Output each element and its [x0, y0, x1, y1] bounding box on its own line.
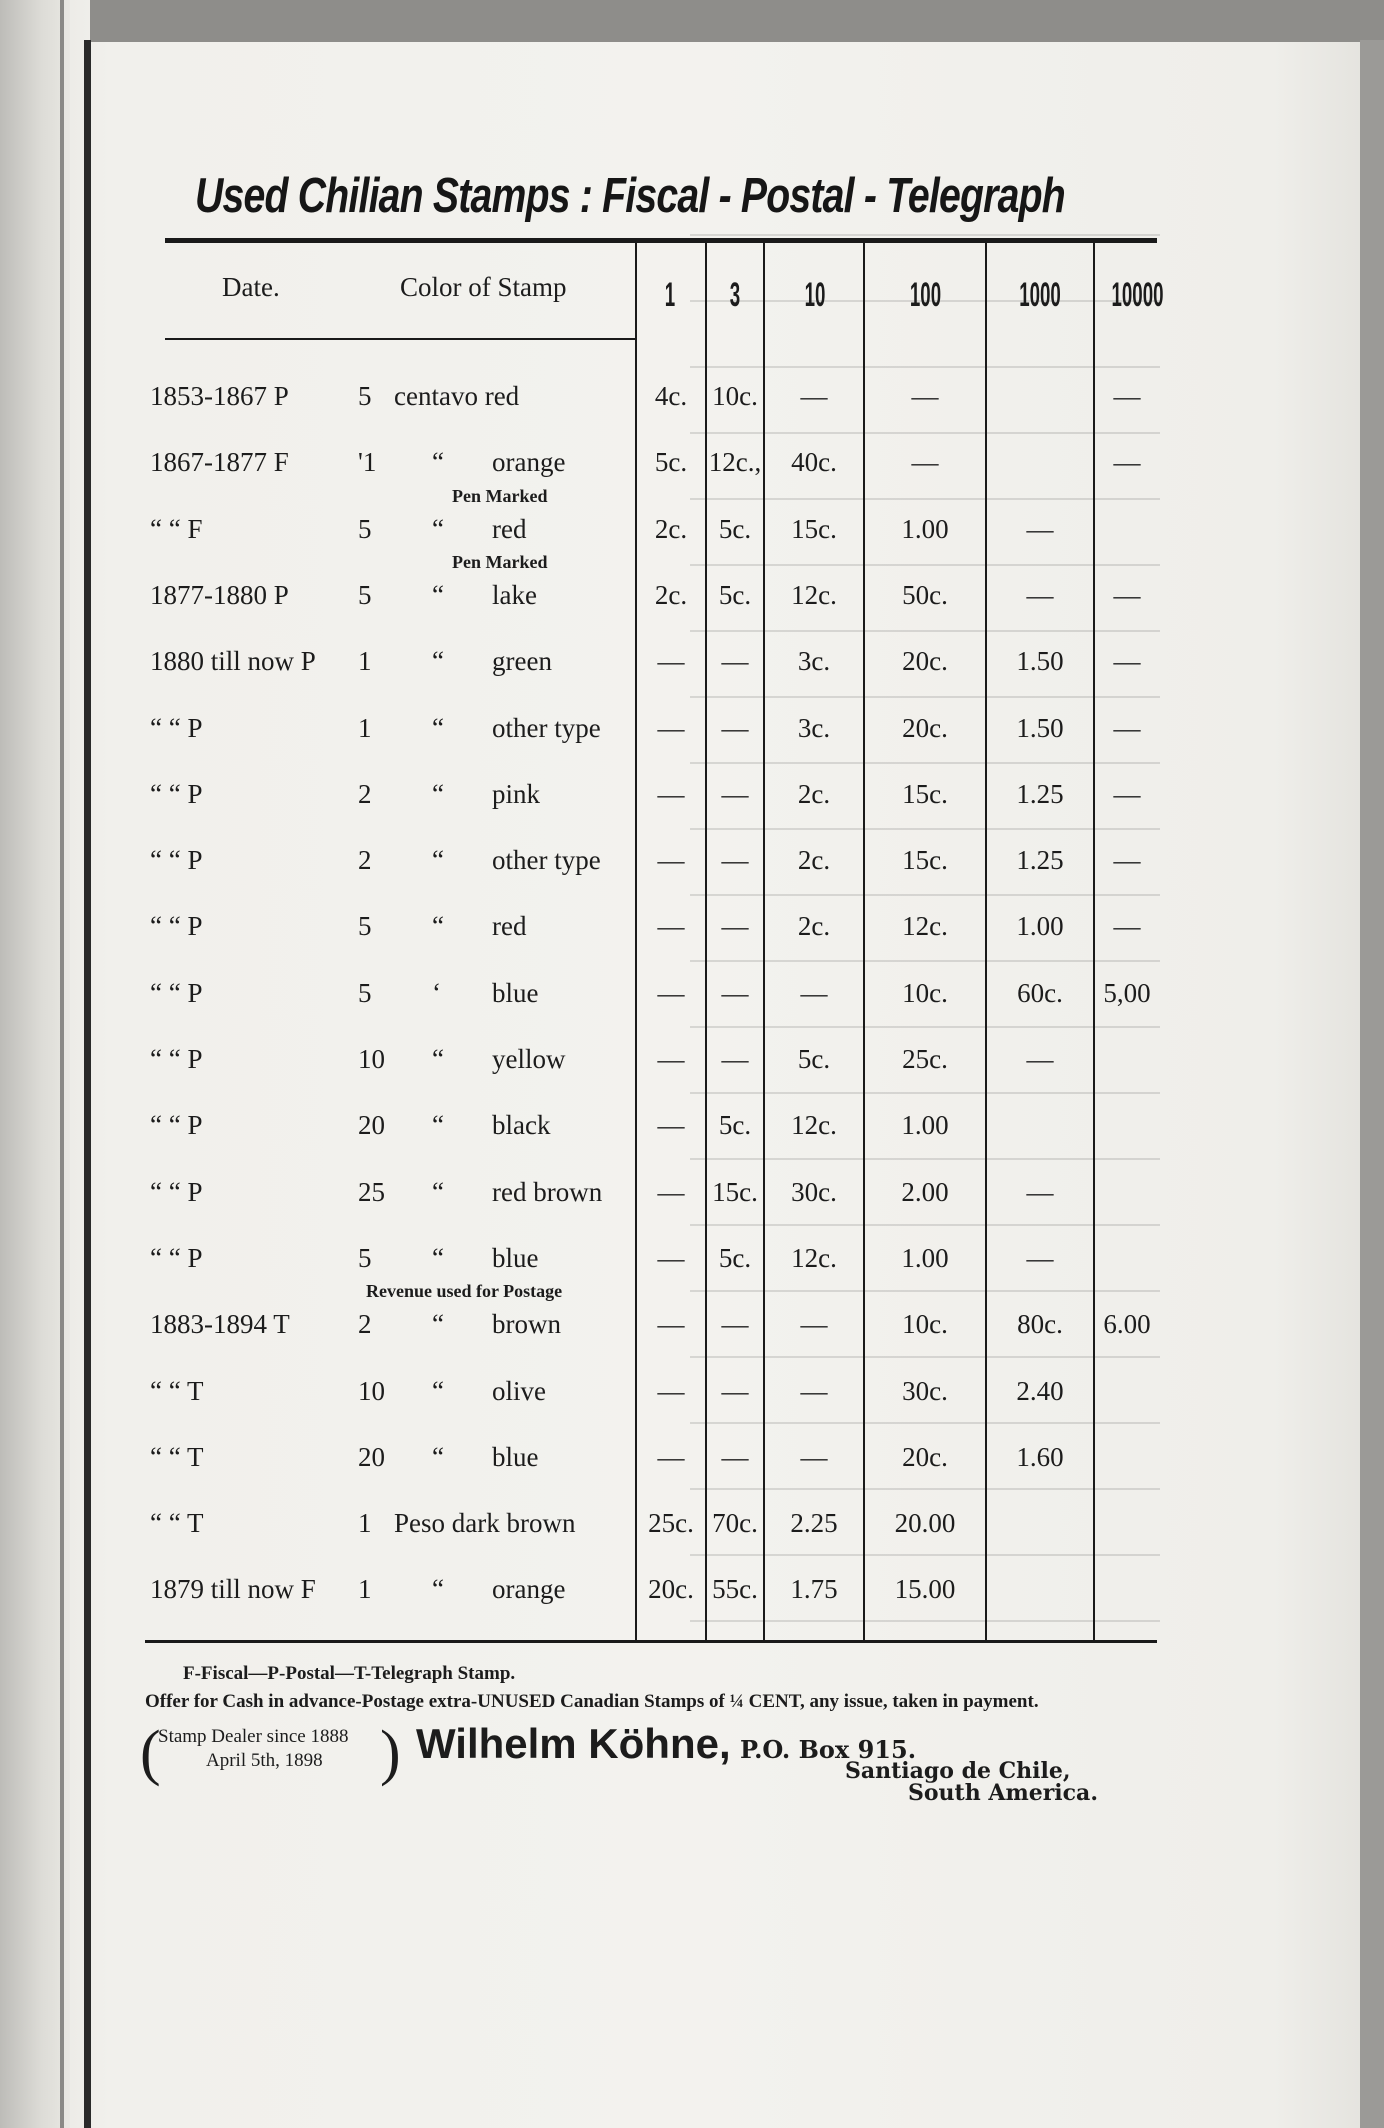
spine-shadow [60, 0, 64, 2128]
row-price: — [1113, 447, 1141, 477]
title-rule [165, 238, 1157, 243]
row-color: olive [492, 1376, 546, 1406]
row-price: 20.00 [894, 1508, 956, 1538]
row-price: — [721, 779, 749, 809]
row-price: 70c. [712, 1508, 758, 1538]
row-price: 12c. [902, 911, 948, 941]
row-price: — [657, 646, 685, 676]
row-color: red brown [492, 1177, 603, 1207]
row-price: 15c. [902, 779, 948, 809]
row-price: — [1026, 580, 1054, 610]
header-qty-1: 1 [664, 276, 676, 314]
row-date: “ “ P [150, 1243, 203, 1273]
row-price: — [721, 1442, 749, 1472]
row-value: 25 [358, 1177, 385, 1207]
row-price: 3c. [797, 646, 831, 676]
row-price: 1.00 [901, 1110, 949, 1140]
row-date: 1883-1894 T [150, 1309, 290, 1339]
row-price: — [657, 1442, 685, 1472]
row-note: Pen Marked [452, 552, 548, 572]
row-value: 1 [358, 646, 372, 676]
header-qty-3: 3 [729, 276, 741, 314]
row-color: lake [492, 580, 537, 610]
page-title: Used Chilian Stamps : Fiscal - Postal - Telegraph [195, 169, 1065, 223]
row-price: 2c. [797, 779, 831, 809]
row-price: — [721, 1376, 749, 1406]
row-color: red [492, 911, 527, 941]
row-price: — [721, 1044, 749, 1074]
row-quote: “ [432, 1442, 444, 1472]
row-value: 5 [358, 580, 372, 610]
row-price: 5c. [718, 1110, 752, 1140]
row-price: — [800, 1442, 828, 1472]
row-value: 10 [358, 1044, 385, 1074]
row-note: Pen Marked [452, 486, 548, 506]
row-date: “ “ F [150, 514, 203, 544]
header-qty-10: 10 [804, 276, 826, 314]
row-date: “ “ P [150, 779, 203, 809]
row-price: 5c. [718, 580, 752, 610]
row-date: “ “ P [150, 845, 203, 875]
row-price: 1.00 [1016, 911, 1064, 941]
row-quote: “ [432, 1243, 444, 1273]
row-value: 2 [358, 779, 372, 809]
row-price: 15c. [902, 845, 948, 875]
row-price: — [1113, 845, 1141, 875]
row-quote: “ [432, 1110, 444, 1140]
row-color: orange [492, 447, 566, 477]
row-price: — [1113, 580, 1141, 610]
row-quote: “ [432, 779, 444, 809]
row-date: “ “ P [150, 911, 203, 941]
row-price: — [721, 845, 749, 875]
row-color: blue [492, 1442, 539, 1472]
row-price: — [800, 1376, 828, 1406]
row-price: 1.25 [1016, 845, 1064, 875]
header-qty-1000: 1000 [1019, 276, 1061, 314]
row-price: — [1026, 1177, 1054, 1207]
row-price: — [800, 1309, 828, 1339]
row-quote: “ [432, 911, 444, 941]
row-value: 1 [358, 1574, 372, 1604]
row-price: — [657, 1376, 685, 1406]
row-price: 15c. [712, 1177, 758, 1207]
payment-offer: Offer for Cash in advance-Postage extra-UNUSED Canadian Stamps of ¼ CENT, any issue, taken in payment. [145, 1691, 1039, 1712]
header-date: Date. [222, 272, 280, 302]
row-quote: “ [432, 1574, 444, 1604]
row-price: 5c. [718, 514, 752, 544]
row-color: blue [492, 1243, 539, 1273]
row-price: 40c. [791, 447, 837, 477]
row-price: 12c. [791, 580, 837, 610]
row-price: 20c. [902, 1442, 948, 1472]
row-date: “ “ P [150, 1044, 203, 1074]
row-price: — [657, 845, 685, 875]
row-price: 80c. [1017, 1309, 1063, 1339]
left-parenthesis: ( [140, 1719, 161, 1787]
row-value: 2 [358, 1309, 372, 1339]
row-price: 1.75 [790, 1574, 838, 1604]
po-box: P.O. Box 915. [740, 1735, 917, 1764]
row-price: — [911, 381, 939, 411]
row-price: 2c. [654, 514, 688, 544]
row-note: Revenue used for Postage [366, 1281, 563, 1301]
row-value: 10 [358, 1376, 385, 1406]
row-date: 1853-1867 P [150, 381, 289, 411]
row-price: 3c. [797, 713, 831, 743]
row-price: 30c. [791, 1177, 837, 1207]
row-color: other type [492, 845, 601, 875]
row-price: — [657, 978, 685, 1008]
row-price: 50c. [902, 580, 948, 610]
row-price: — [1026, 1044, 1054, 1074]
row-color: green [492, 646, 552, 676]
row-date: 1867-1877 F [150, 447, 289, 477]
row-value: 5 [358, 1243, 372, 1273]
row-price: — [800, 978, 828, 1008]
row-price: 2c. [797, 845, 831, 875]
row-quote: “ [432, 447, 444, 477]
row-color: brown [492, 1309, 561, 1339]
row-color: pink [492, 779, 541, 809]
row-price: 2.25 [790, 1508, 838, 1538]
row-price: 25c. [648, 1508, 694, 1538]
row-price: — [657, 1309, 685, 1339]
row-price: — [657, 713, 685, 743]
row-value: 1 [358, 713, 372, 743]
row-quote: “ [432, 1309, 444, 1339]
row-price: 15.00 [894, 1574, 956, 1604]
row-value: 5 [358, 381, 372, 411]
header-qty-10000: 10000 [1111, 276, 1164, 314]
row-quote: “ [432, 1177, 444, 1207]
row-quote: “ [432, 1376, 444, 1406]
row-price: 2.00 [901, 1177, 949, 1207]
row-price: 12c., [708, 447, 762, 477]
book-spine [84, 40, 91, 2128]
row-price: 30c. [902, 1376, 948, 1406]
row-date: 1877-1880 P [150, 580, 289, 610]
row-price: 5c. [654, 447, 688, 477]
row-price: — [721, 978, 749, 1008]
row-date: “ “ P [150, 1177, 203, 1207]
row-color: yellow [492, 1044, 566, 1074]
row-price: — [721, 646, 749, 676]
row-price: 1.50 [1016, 713, 1064, 743]
row-price: 10c. [902, 1309, 948, 1339]
row-price: — [911, 447, 939, 477]
header-qty-100: 100 [909, 276, 942, 314]
row-price: 2.40 [1016, 1376, 1064, 1406]
row-quote: “ [432, 713, 444, 743]
row-price: 5,00 [1103, 978, 1151, 1008]
row-quote: “ [432, 1044, 444, 1074]
row-price: 6.00 [1103, 1309, 1151, 1339]
row-price: 15c. [791, 514, 837, 544]
row-quote: “ [432, 845, 444, 875]
row-price: 5c. [718, 1243, 752, 1273]
row-color: other type [492, 713, 601, 743]
scan-right-edge [1360, 40, 1384, 2128]
header-rule [165, 338, 635, 340]
row-price: 2c. [797, 911, 831, 941]
row-price: — [1026, 1243, 1054, 1273]
right-parenthesis: ) [380, 1719, 401, 1787]
row-price: 25c. [902, 1044, 948, 1074]
row-quote: ‘ [432, 978, 441, 1008]
row-price: 55c. [712, 1574, 758, 1604]
row-price: — [1113, 713, 1141, 743]
dealer-date: April 5th, 1898 [206, 1750, 323, 1771]
row-price: 1.50 [1016, 646, 1064, 676]
row-color: red [492, 514, 527, 544]
row-price: 60c. [1017, 978, 1063, 1008]
row-price: 20c. [902, 646, 948, 676]
header-color: Color of Stamp [400, 272, 567, 302]
row-value: 20 [358, 1110, 385, 1140]
row-price: — [1113, 381, 1141, 411]
row-quote: “ [432, 646, 444, 676]
row-value: 2 [358, 845, 372, 875]
row-price: — [657, 1243, 685, 1273]
row-price: — [721, 713, 749, 743]
row-quote: “ [432, 514, 444, 544]
row-price: — [1113, 779, 1141, 809]
row-color: blue [492, 978, 539, 1008]
row-price: 20c. [902, 713, 948, 743]
row-value: '1 [358, 447, 377, 477]
row-date: “ “ T [150, 1376, 204, 1406]
row-price: 1.00 [901, 1243, 949, 1273]
row-color: centavo red [394, 381, 520, 411]
row-value: 5 [358, 911, 372, 941]
row-price: 2c. [654, 580, 688, 610]
row-date: “ “ T [150, 1442, 204, 1472]
row-price: — [1113, 911, 1141, 941]
row-price: 1.60 [1016, 1442, 1064, 1472]
row-date: 1879 till now F [150, 1574, 316, 1604]
row-price: 10c. [902, 978, 948, 1008]
row-price: — [657, 1044, 685, 1074]
row-color: orange [492, 1574, 566, 1604]
row-price: 12c. [791, 1243, 837, 1273]
row-price: 4c. [654, 381, 688, 411]
row-quote: “ [432, 580, 444, 610]
row-price: 10c. [712, 381, 758, 411]
row-date: 1880 till now P [150, 646, 316, 676]
stamp-type-legend: F-Fiscal—P-Postal—T-Telegraph Stamp. [183, 1663, 516, 1684]
row-price: 1.25 [1016, 779, 1064, 809]
row-value: 20 [358, 1442, 385, 1472]
row-value: 5 [358, 978, 372, 1008]
row-price: — [800, 381, 828, 411]
row-date: “ “ P [150, 713, 203, 743]
row-date: “ “ P [150, 1110, 203, 1140]
dealer-since: Stamp Dealer since 1888 [158, 1726, 349, 1747]
row-price: 5c. [797, 1044, 831, 1074]
row-price: — [657, 779, 685, 809]
row-value: 5 [358, 514, 372, 544]
row-color: Peso dark brown [394, 1508, 576, 1538]
row-price: — [657, 1177, 685, 1207]
bottom-rule [145, 1640, 1157, 1643]
city: Santiago de Chile, [845, 1758, 1071, 1784]
column-rule [985, 243, 987, 1640]
scan-top-edge [90, 0, 1384, 42]
row-price: 20c. [648, 1574, 694, 1604]
country: South America. [908, 1780, 1098, 1806]
row-date: “ “ P [150, 978, 203, 1008]
row-price: — [1113, 646, 1141, 676]
row-price: 1.00 [901, 514, 949, 544]
dealer-name: Wilhelm Köhne, [416, 1720, 731, 1767]
row-color: black [492, 1110, 551, 1140]
row-price: — [721, 1309, 749, 1339]
row-price: — [721, 911, 749, 941]
row-value: 1 [358, 1508, 372, 1538]
row-price: — [1026, 514, 1054, 544]
row-price: — [657, 911, 685, 941]
row-price: 12c. [791, 1110, 837, 1140]
row-price: — [657, 1110, 685, 1140]
row-date: “ “ T [150, 1508, 204, 1538]
